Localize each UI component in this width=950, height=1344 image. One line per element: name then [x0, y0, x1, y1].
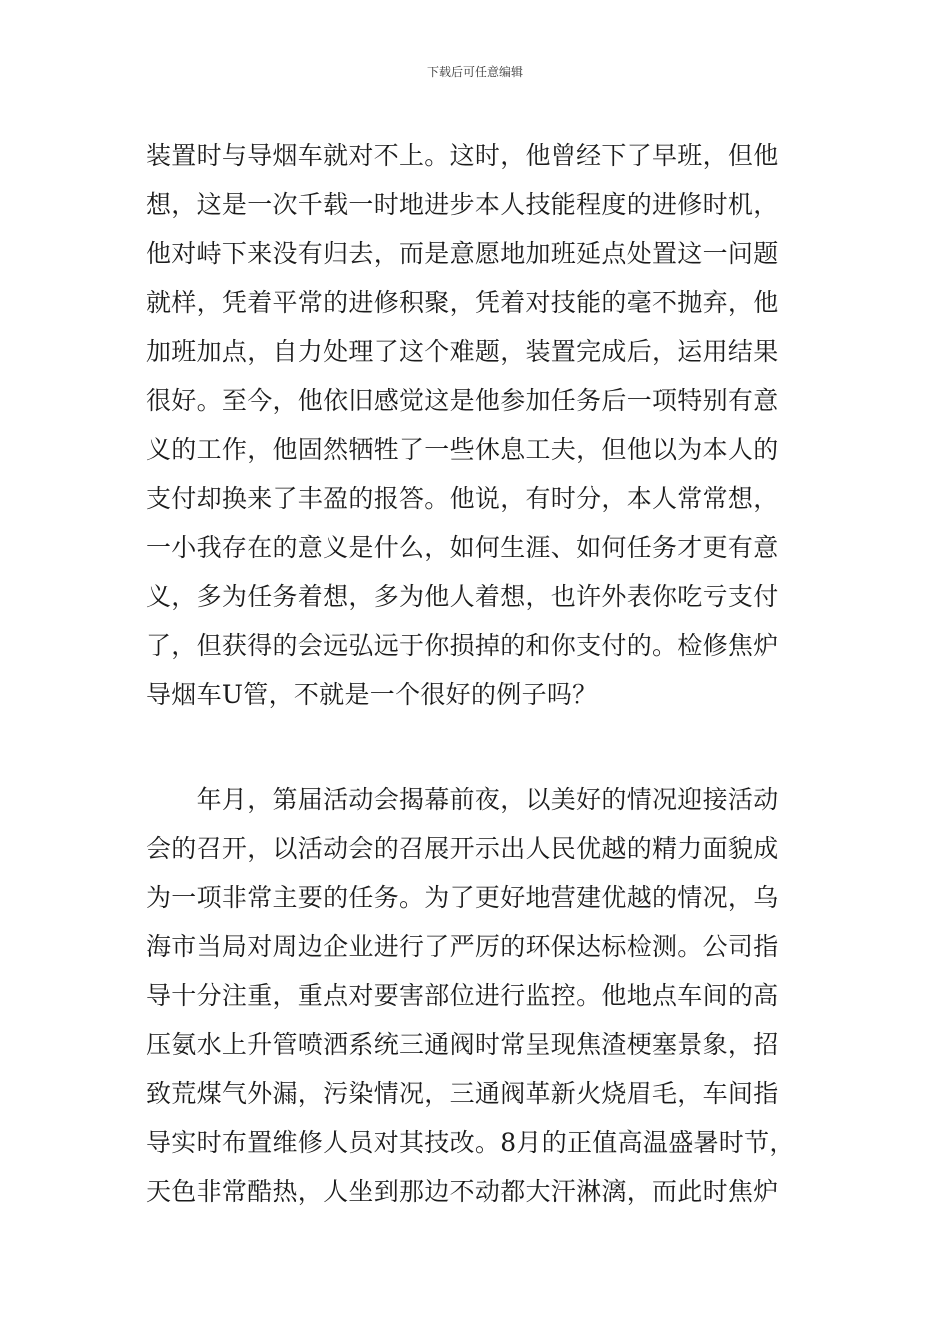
text-line: 装置时与导烟车就对不上。这时，他曾经下了早班，但他 — [146, 141, 779, 170]
text-line: 天色非常酷热，人坐到那边不动都大汗淋漓，而此时焦炉 — [146, 1177, 779, 1206]
text-line: 他对峙下来没有归去，而是意愿地加班延点处置这一问题 — [146, 239, 779, 268]
text-line: 导烟车U管，不就是一个很好的例子吗？ — [146, 680, 598, 709]
text-line: 一小我存在的意义是什么，如何生涯、如何任务才更有意 — [146, 533, 779, 562]
text-line: 导十分注重，重点对要害部位进行监控。他地点车间的高 — [146, 981, 779, 1010]
paragraph-1 — [146, 131, 806, 719]
paragraph-2 — [146, 775, 806, 1216]
text-line: 导实时布置维修人员对其技改。8月的正值高温盛暑时节， — [146, 1128, 795, 1157]
text-line: 为一项非常主要的任务。为了更好地营建优越的情况，乌 — [146, 883, 779, 912]
text-line: 了，但获得的会远弘远于你损掉的和你支付的。检修焦炉 — [146, 631, 779, 660]
text-line: 义的工作，他固然牺牲了一些休息工夫，但他以为本人的 — [146, 435, 779, 464]
text-line: 海市当局对周边企业进行了严厉的环保达标检测。公司指 — [146, 932, 779, 961]
page-header: 下载后可任意编辑 — [426, 65, 523, 79]
text-line: 很好。至今，他依旧感觉这是他参加任务后一项特别有意 — [146, 386, 779, 415]
text-line: 致荒煤气外漏，污染情况，三通阀革新火烧眉毛，车间指 — [146, 1079, 779, 1108]
text-line: 支付却换来了丰盈的报答。他说，有时分，本人常常想， — [146, 484, 779, 513]
text-line: 就样，凭着平常的进修积聚，凭着对技能的毫不抛弃，他 — [146, 288, 779, 317]
text-line: 义，多为任务着想，多为他人着想，也许外表你吃亏支付 — [146, 582, 779, 611]
text-line: 想，这是一次千载一时地进步本人技能程度的进修时机， — [146, 190, 779, 219]
text-line: 年月，第届活动会揭幕前夜，以美好的情况迎接活动 — [146, 785, 779, 814]
text-line: 加班加点，自力处理了这个难题，装置完成后，运用结果 — [146, 337, 779, 366]
document-body — [146, 131, 806, 1216]
text-line: 会的召开，以活动会的召展开示出人民优越的精力面貌成 — [146, 834, 779, 863]
text-line: 压氨水上升管喷洒系统三通阀时常呈现焦渣梗塞景象，招 — [146, 1030, 779, 1059]
paragraph-spacer — [146, 719, 806, 775]
